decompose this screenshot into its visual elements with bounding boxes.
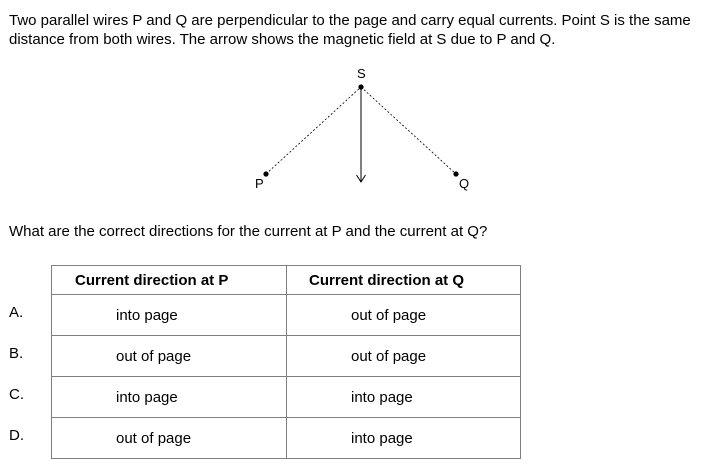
point-s-dot: [358, 84, 363, 89]
cell-p: into page: [52, 295, 287, 336]
wire-p-dot: [263, 171, 268, 176]
cell-p: out of page: [52, 336, 287, 377]
option-letter-d: D.: [9, 427, 24, 444]
answer-table: [51, 265, 521, 459]
option-letter-b: B.: [9, 345, 24, 362]
cell-q: out of page: [287, 295, 521, 336]
dashed-line-p-s: [266, 87, 361, 174]
option-letter-c: C.: [9, 386, 24, 403]
table-row: [52, 336, 521, 377]
cell-p: out of page: [52, 418, 287, 459]
table-header-row: [52, 266, 521, 295]
table-row: [52, 418, 521, 459]
cell-p: into page: [52, 377, 287, 418]
table-row: [52, 295, 521, 336]
cell-q: into page: [287, 377, 521, 418]
cell-q: into page: [287, 418, 521, 459]
label-s: S: [357, 66, 366, 81]
dashed-line-s-q: [361, 87, 456, 174]
question-stem: Two parallel wires P and Q are perpendicular to the page and carry equal currents. Point S is the same distance from both wires. The arrow shows the magnetic field at S due to P and Q.: [9, 12, 691, 48]
cell-q: out of page: [287, 336, 521, 377]
label-p: P: [255, 176, 264, 191]
header-direction-p: Current direction at P: [52, 266, 287, 295]
table-row: [52, 377, 521, 418]
label-q: Q: [459, 176, 470, 191]
header-direction-q: Current direction at Q: [287, 266, 521, 295]
question-text: What are the correct directions for the current at P and the current at Q?: [9, 223, 488, 240]
option-letter-a: A.: [9, 304, 24, 321]
wire-q-dot: [453, 171, 458, 176]
